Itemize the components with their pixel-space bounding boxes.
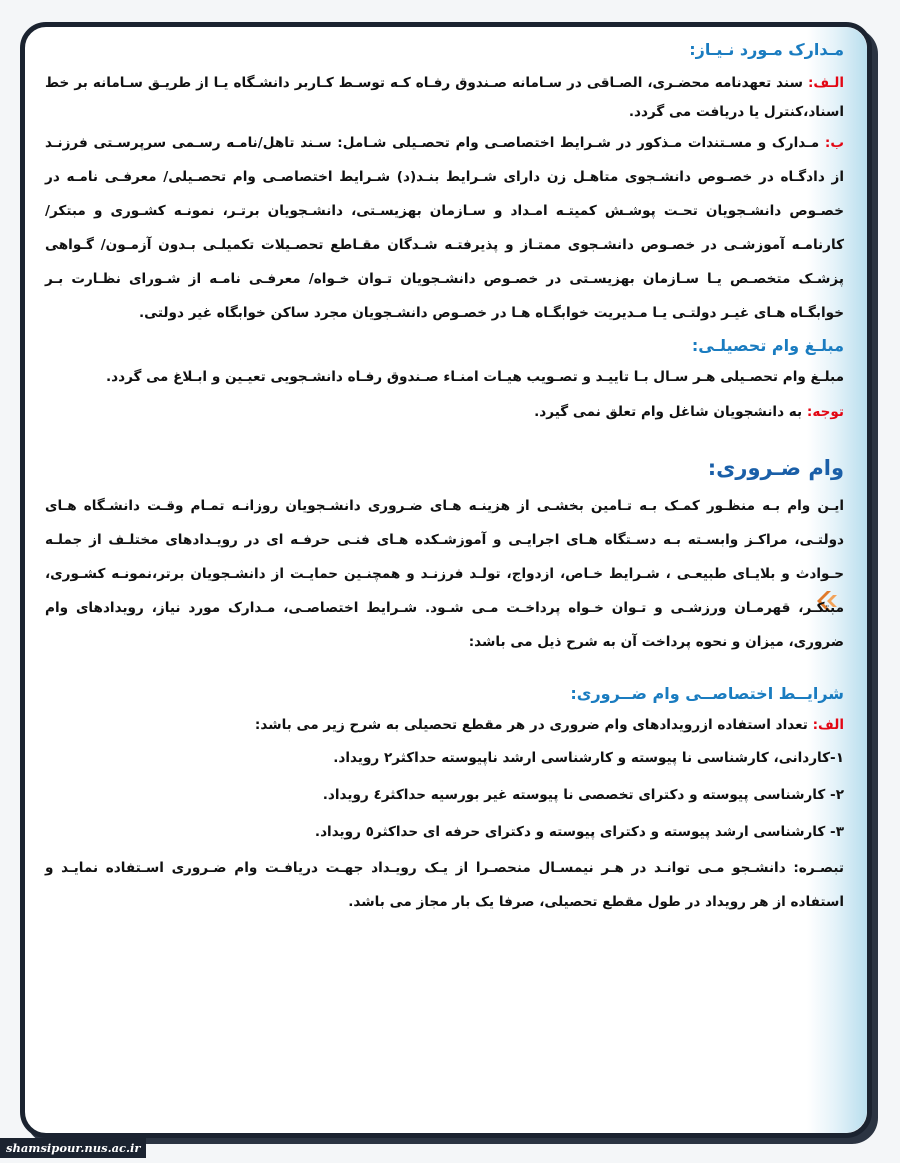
label-be: ب:: [824, 135, 845, 151]
document-body: [45, 38, 844, 919]
paragraph-emergency-loan: ایـن وام بـه منظـور کمـک بـه تـامین بخشـی از هزینـه هـای ضـروری دانشـجویان روزانـه تمـام وقـت دانشـگاه هـای دولتـی، مراکـز وابسـته بـه دسـتگاه هـای اجرایـی و آموزشـکده هـای فنـی حرفـه ای در رویـدادهای مختلـف از جملـه حـوادث و بلایـای طبیعـی ، شـرایط خـاص، ازدواج، تولـد فرزنـد و همچنـین حمایـت از دانشـجویان برتر،نمونـه کشـوری، مبتکـر، قهرمـان ورزشـی و تـوان خـواه پرداخـت مـی شـود. شـرایط اختصاصـی، مـدارک مورد نیاز، رویدادهای وام ضروری، میزان و نحوه پرداخت آن به شرح ذیل می باشد:: [45, 498, 844, 650]
list-item: ۳- کارشناسی ارشد پیوسته و دکترای پیوسته و دکترای حرفه ای حداکثر٥ رویداد.: [314, 824, 844, 840]
label-note: توجه:: [806, 404, 844, 420]
text-conditions-alef: تعداد استفاده ازرویدادهای وام ضروری در هر مقطع تحصیلی به شرح زیر می باشد:: [254, 717, 808, 733]
footer-site-label: shamsipour.nus.ac.ir: [0, 1138, 146, 1158]
list-item: ۱-کاردانی، کارشناسی نا پیوسته و کارشناسی ارشد ناپیوسته حداکثر۲ رویداد.: [333, 750, 844, 766]
paragraph-loan-amount: مبلـغ وام تحصـیلی هـر سـال بـا تاییـد و تصـویب هیـات امنـاء صـندوق رفـاه دانشـجویی تعیـین و ابـلاغ می گردد.: [105, 369, 844, 385]
section-title-special-conditions: شرایــط اختصاصــی وام ضــروری:: [570, 684, 844, 703]
section-title-emergency-loan: وام ضـروری:: [707, 456, 844, 480]
paragraph-alef: [45, 69, 844, 126]
label-alef: الـف:: [807, 75, 844, 91]
text-alef: سند تعهدنامه محضـری، الصـاقی در سـامانه صـندوق رفـاه کـه توسـط کـاربر دانشـگاه یـا از طریـق سـامانه بر خط اسناد،کنترل یا دریافت می گردد.: [45, 75, 844, 120]
paragraph-conditions-alef: [45, 710, 844, 740]
paragraph-be: [45, 126, 844, 330]
text-note: به دانشجویان شاغل وام تعلق نمی گیرد.: [534, 404, 803, 420]
section-title-required-documents: مـدارک مـورد نـیـاز:: [689, 40, 844, 59]
section-title-loan-amount: مبلـغ وام تحصیلـی:: [691, 336, 844, 355]
label-conditions-alef: الف:: [812, 717, 844, 733]
text-be: مـدارک و مسـتندات مـذکور در شـرایط اختصاصـی وام تحصـیلی شـامل: سـند تاهل/نامـه رسـمی سرپرسـتی فرزنـد از دادگـاه در خصـوص دانشـجوی متاهـل زن دارای شـرایط بنـد(د) شـرایط اختصاصـی وام تحصـیلی/ معرفـی نامـه در خصـوص دانشـجویان تحـت پوشـش کمیتـه امـداد و سـازمان بهزیسـتی، دانشـجویان برتـر، نمونـه کشـوری و مبتکر/کارنامـه آموزشـی در خصـوص دانشـجوی ممتـاز و پذیرفتـه شـدگان مقـاطع تحصـیلات تکمیلـی بـدون آزمـون/ گـواهی پزشـک متخصـص یـا سـازمان بهزیسـتی در خصـوص دانشـجویان تـوان خـواه/ معرفـی نامـه از شـورای نظـارت بـر خوابگـاه هـای غیـر دولتـی یـا مـدیریت خوابگـاه هـا در خصـوص دانشـجویان مجرد ساکن خوابگاه غیر دولتی.: [45, 135, 844, 321]
paragraph-note: [45, 394, 844, 430]
list-item: ۲- کارشناسی پیوسته و دکترای تخصصی نا پیوسته غیر بورسیه حداکثر٤ رویداد.: [322, 787, 844, 803]
paragraph-tabsareh: تبصـره: دانشـجو مـی توانـد در هـر نیمسـال منحصـرا از یـک رویـداد جهـت دریافـت وام ضـروری اسـتفاده نمایـد و استفاده از هر رویداد در طول مقطع تحصیلی، صرفا یک بار مجاز می باشد.: [45, 860, 844, 910]
